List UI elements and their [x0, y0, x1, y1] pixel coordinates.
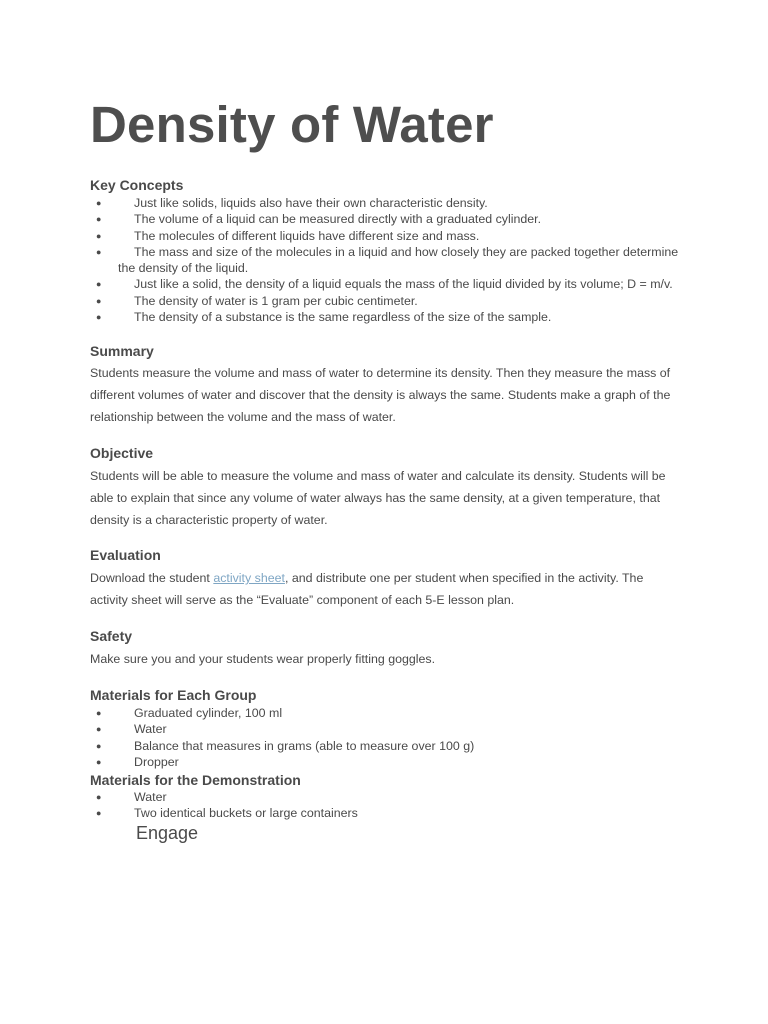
list-item: ● The density of water is 1 gram per cubic centimeter.	[96, 293, 418, 308]
bullet-icon: ●	[96, 230, 102, 241]
evaluation-text-start: Download the student	[90, 571, 214, 585]
engage-heading: Engage	[136, 823, 199, 843]
list-item: ● Just like a solid, the density of a liquid equals the mass of the liquid divided by its volume; D = m/v.	[96, 277, 673, 292]
materials-group-list	[90, 705, 680, 770]
list-item: ● Two identical buckets or large containers	[96, 806, 358, 821]
evaluation-text-end: , and distribute one per student when specified in the activity. The activity sheet will serve as the “Evaluate” component of each 5-E lesson plan.	[90, 571, 644, 607]
list-item: ● The mass and size of the molecules in a liquid and how closely they are packed together determine the density of the liquid.	[96, 244, 679, 276]
bullet-icon: ●	[96, 279, 102, 290]
key-concepts-list	[90, 195, 680, 325]
safety-text: Make sure you and your students wear properly fitting goggles.	[90, 652, 436, 666]
key-concepts-heading: Key Concepts	[90, 177, 184, 193]
bullet-icon: ●	[96, 198, 102, 208]
summary-heading: Summary	[90, 343, 154, 359]
list-item: ● Water	[96, 790, 167, 804]
document-title: Density of Water	[90, 96, 494, 153]
list-item: ● The molecules of different liquids have different size and mass.	[96, 228, 480, 243]
materials-demo-heading: Materials for the Demonstration	[90, 772, 301, 788]
safety-heading: Safety	[90, 628, 133, 644]
activity-sheet-link[interactable]: activity sheet	[213, 571, 285, 585]
bullet-icon: ●	[96, 792, 102, 802]
list-item: ● Water	[96, 722, 167, 737]
evaluation-heading: Evaluation	[90, 547, 161, 563]
list-item: ● Just like solids, liquids also have their own characteristic density.	[96, 196, 488, 210]
bullet-icon: ●	[96, 295, 102, 306]
bullet-icon: ●	[96, 214, 102, 225]
objective-text: Students will be able to measure the volume and mass of water and calculate its density. Students will be able to explain that since any volume of water always has the same density, at a given temperature, that density is a characteristic property of water.	[90, 469, 666, 527]
summary-text: Students measure the volume and mass of water to determine its density. Then they measure the mass of different volumes of water and discover that the density is always the same. Students make a graph of the relationship between the volume and the mass of water.	[90, 366, 671, 424]
evaluation-text	[90, 567, 680, 611]
bullet-icon: ●	[96, 708, 102, 718]
list-item: ● Balance that measures in grams (able to measure over 100 g)	[96, 738, 475, 753]
bullet-icon: ●	[96, 724, 102, 735]
list-item: ● Graduated cylinder, 100 ml	[96, 706, 283, 720]
list-item: ● The density of a substance is the same regardless of the size of the sample.	[96, 310, 552, 325]
materials-group-heading: Materials for Each Group	[90, 687, 257, 703]
bullet-icon: ●	[96, 808, 102, 819]
bullet-icon: ●	[96, 312, 102, 323]
bullet-icon: ●	[96, 740, 102, 751]
materials-demo-list	[90, 789, 680, 822]
objective-heading: Objective	[90, 445, 154, 461]
list-item: ● The volume of a liquid can be measured directly with a graduated cylinder.	[96, 212, 542, 227]
bullet-icon: ●	[96, 246, 102, 257]
bullet-icon: ●	[96, 756, 102, 767]
list-item: ● Dropper	[96, 754, 179, 769]
